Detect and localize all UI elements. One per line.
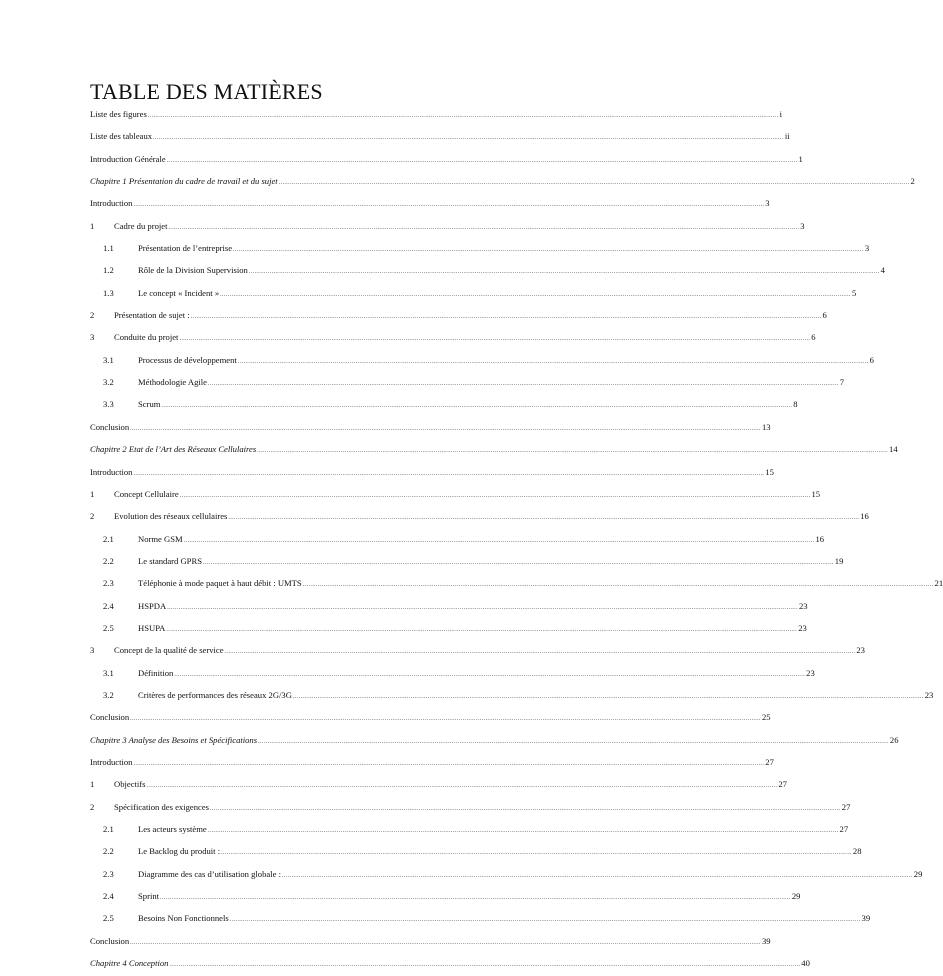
- toc-entry-number: 2: [90, 310, 95, 321]
- toc-entry-number: 1.3: [103, 287, 114, 298]
- toc-entry[interactable]: [90, 170, 915, 192]
- toc-entry-page: 3: [800, 220, 805, 231]
- toc-entry-label: Conclusion: [90, 421, 130, 432]
- dot-leader: [133, 194, 764, 216]
- toc-entry-number: 1.2: [103, 265, 114, 276]
- toc-entry[interactable]: [90, 751, 774, 773]
- toc-entry-number: 3: [90, 332, 95, 343]
- toc-entry-label: Besoins Non Fonctionnels: [138, 913, 229, 924]
- toc-entry-page: 16: [815, 533, 825, 544]
- toc-entry-label: Processus de développement: [138, 354, 237, 365]
- toc-entry-number: 2.3: [103, 868, 114, 879]
- toc-entry-label: Téléphonie à mode paquet à haut débit : UMTS: [138, 578, 302, 589]
- toc-entry-number: 2: [90, 511, 95, 522]
- toc-entry[interactable]: [90, 706, 771, 728]
- toc-entry-page: 23: [806, 667, 815, 678]
- dot-leader: [282, 865, 913, 887]
- toc-entry-number: 3.1: [103, 667, 114, 678]
- toc-entry-label: Concept de la qualité de service: [114, 645, 224, 656]
- toc-entry[interactable]: [90, 863, 923, 885]
- toc-entry-label: Sprint: [138, 891, 160, 902]
- toc-entry[interactable]: [90, 840, 862, 862]
- toc-entry[interactable]: [90, 192, 770, 214]
- toc-entry-page: 28: [852, 846, 862, 857]
- toc-entry-number: 1: [90, 779, 95, 790]
- toc-entry[interactable]: [90, 550, 844, 572]
- dot-leader: [148, 105, 779, 127]
- toc-entry-label: Présentation de sujet :: [114, 310, 190, 321]
- dot-leader: [167, 597, 798, 619]
- toc-entry-number: 2: [90, 801, 95, 812]
- dot-leader: [133, 753, 764, 775]
- page-title: TABLE DES MATIÈRES: [90, 79, 323, 104]
- toc-entry-page: 15: [811, 488, 821, 499]
- toc-entry-label: Le concept « Incident »: [138, 287, 220, 298]
- toc-entry-label: Le Backlog du produit :: [138, 846, 221, 857]
- toc-entry-label: Liste des figures: [90, 109, 147, 119]
- toc-entry-page: 5: [851, 287, 857, 298]
- dot-leader: [203, 552, 834, 574]
- toc-entry-page: 25: [761, 712, 771, 723]
- toc-entry-label: Diagramme des cas d’utilisation globale :: [138, 868, 281, 879]
- toc-entry-label: Définition: [138, 667, 174, 678]
- toc-entry-number: 2.4: [103, 600, 114, 611]
- dot-leader: [303, 574, 934, 596]
- toc-entry-page: ii: [784, 131, 790, 142]
- toc-entry-page: 23: [924, 689, 934, 700]
- toc-entry-label: Le standard GPRS: [138, 555, 202, 566]
- toc-entry-page: 27: [841, 801, 851, 812]
- toc-entry-page: 27: [765, 756, 774, 767]
- toc-entry-page: 6: [822, 310, 827, 321]
- toc-entry-number: 3.1: [103, 354, 114, 365]
- dot-leader: [174, 664, 805, 686]
- dot-leader: [225, 641, 856, 663]
- toc-entry[interactable]: [90, 662, 815, 684]
- toc-entry-number: 2.5: [103, 622, 114, 633]
- toc-entry-page: 40: [801, 958, 810, 969]
- dot-leader: [130, 932, 761, 954]
- toc-entry[interactable]: [90, 148, 803, 170]
- toc-entry-page: 29: [791, 891, 801, 902]
- toc-entry-number: 1: [90, 488, 95, 499]
- toc-entry[interactable]: [90, 393, 798, 415]
- toc-entry-page: 6: [869, 354, 874, 365]
- toc-entry-page: 29: [913, 868, 923, 879]
- dot-leader: [220, 284, 851, 306]
- toc-entry-number: 2.2: [103, 555, 114, 566]
- toc-entry-label: Chapitre 4 Conception: [90, 958, 169, 969]
- toc-entry-page: 4: [880, 265, 885, 276]
- toc-entry-number: 2.1: [103, 533, 114, 544]
- dot-leader: [293, 686, 924, 708]
- toc-entry-number: 3.2: [103, 377, 114, 388]
- toc-entry-page: 16: [860, 511, 869, 522]
- toc-entry-page: 23: [799, 600, 808, 611]
- dot-leader: [279, 172, 910, 194]
- toc-entry-label: Liste des tableaux: [90, 131, 153, 142]
- dot-leader: [130, 708, 761, 730]
- dot-leader: [208, 373, 839, 395]
- toc-entry[interactable]: [90, 125, 790, 147]
- toc-entry-label: Scrum: [138, 399, 161, 410]
- toc-entry-page: 6: [811, 332, 816, 343]
- toc-entry-label: Critères de performances des réseaux 2G/3G: [138, 689, 292, 700]
- toc-entry-label: HSPDA: [138, 600, 167, 611]
- toc-entry-label: Conduite du projet: [114, 332, 179, 343]
- toc-entry[interactable]: [90, 885, 801, 907]
- toc-entry-page: 27: [839, 824, 849, 834]
- toc-entry[interactable]: [90, 952, 810, 974]
- toc-entry-page: i: [779, 109, 783, 119]
- toc-entry-number: 3.3: [103, 399, 114, 410]
- toc-entry-label: Rôle de la Division Supervision: [138, 265, 248, 276]
- toc-entry-page: 23: [856, 645, 865, 656]
- toc-entry-label: Introduction: [90, 198, 133, 209]
- toc-entry-label: Les acteurs système: [138, 824, 207, 834]
- dot-leader: [233, 239, 864, 261]
- dot-leader: [168, 217, 799, 239]
- toc-entry-label: Méthodologie Agile: [138, 377, 207, 388]
- toc-entry-label: Spécification des exigences: [114, 801, 209, 812]
- toc-entry-page: 14: [889, 444, 898, 455]
- table-of-contents: [90, 103, 943, 974]
- toc-entry[interactable]: [90, 282, 857, 304]
- toc-entry-page: 39: [761, 935, 771, 946]
- toc-entry-page: 21: [934, 578, 943, 589]
- toc-entry-label: Introduction: [90, 466, 133, 477]
- toc-entry-label: Norme GSM: [138, 533, 183, 544]
- dot-leader: [133, 463, 764, 485]
- toc-entry[interactable]: [90, 639, 865, 661]
- toc-entry-page: 13: [761, 421, 771, 432]
- toc-entry[interactable]: [90, 461, 774, 483]
- toc-entry[interactable]: [90, 215, 805, 237]
- dot-leader: [210, 798, 841, 820]
- toc-entry-page: 23: [798, 622, 807, 633]
- toc-entry[interactable]: [90, 259, 885, 281]
- toc-entry-label: Objectifs: [114, 779, 146, 790]
- toc-entry[interactable]: [90, 684, 934, 706]
- toc-entry-label: Chapitre 2 Etat de l’Art des Réseaux Cellulaires: [90, 444, 257, 455]
- toc-entry[interactable]: [90, 326, 816, 348]
- toc-entry-page: 7: [839, 377, 845, 388]
- toc-entry[interactable]: [90, 617, 807, 639]
- toc-entry[interactable]: [90, 818, 849, 840]
- toc-entry[interactable]: [90, 528, 825, 550]
- dot-leader: [167, 150, 798, 172]
- dot-leader: [169, 954, 800, 976]
- toc-entry-page: 27: [778, 779, 787, 790]
- toc-entry-label: Concept Cellulaire: [114, 488, 179, 499]
- toc-entry-page: 26: [889, 734, 899, 745]
- dot-leader: [179, 328, 810, 350]
- dot-leader: [249, 261, 880, 283]
- dot-leader: [257, 440, 888, 462]
- toc-entry-label: Conclusion: [90, 935, 130, 946]
- toc-entry-page: 15: [765, 466, 774, 477]
- toc-entry-label: Evolution des réseaux cellulaires: [114, 511, 228, 522]
- toc-entry-label: HSUPA: [138, 622, 166, 633]
- toc-entry-label: Chapitre 3 Analyse des Besoins et Spécifications: [90, 734, 258, 745]
- dot-leader: [228, 507, 859, 529]
- toc-entry[interactable]: [90, 438, 898, 460]
- toc-entry[interactable]: [90, 349, 874, 371]
- toc-entry-label: Conclusion: [90, 712, 130, 723]
- toc-entry-number: 2.4: [103, 891, 114, 902]
- toc-entry[interactable]: [90, 103, 783, 125]
- toc-entry-page: 39: [861, 913, 871, 924]
- dot-leader: [258, 731, 889, 753]
- toc-entry[interactable]: [90, 572, 943, 594]
- toc-entry[interactable]: [90, 371, 845, 393]
- toc-entry-number: 1: [90, 220, 95, 231]
- dot-leader: [180, 485, 811, 507]
- dot-leader: [191, 306, 822, 328]
- dot-leader: [153, 127, 784, 149]
- toc-entry-number: 2.2: [103, 846, 114, 857]
- toc-entry[interactable]: [90, 796, 851, 818]
- toc-entry-page: 3: [864, 243, 870, 254]
- toc-entry-label: Chapitre 1 Présentation du cadre de travail et du sujet: [90, 176, 278, 187]
- toc-entry[interactable]: [90, 416, 771, 438]
- dot-leader: [238, 351, 869, 373]
- dot-leader: [221, 842, 852, 864]
- toc-entry[interactable]: [90, 773, 787, 795]
- dot-leader: [166, 619, 797, 641]
- toc-entry-number: 1.1: [103, 243, 114, 254]
- toc-entry[interactable]: [90, 930, 771, 952]
- toc-entry-label: Cadre du projet: [114, 220, 168, 231]
- toc-entry[interactable]: [90, 483, 821, 505]
- toc-entry-number: 2.1: [103, 824, 114, 834]
- toc-entry-number: 2.5: [103, 913, 114, 924]
- dot-leader: [160, 887, 791, 909]
- toc-entry-page: 3: [765, 198, 770, 209]
- toc-entry-page: 2: [910, 176, 915, 187]
- toc-entry[interactable]: [90, 595, 808, 617]
- toc-entry[interactable]: [90, 505, 869, 527]
- toc-entry[interactable]: [90, 237, 870, 259]
- toc-entry-page: 8: [793, 399, 798, 410]
- toc-entry[interactable]: [90, 304, 827, 326]
- dot-leader: [184, 530, 815, 552]
- toc-entry-label: Introduction Générale: [90, 153, 166, 164]
- toc-entry-number: 3.2: [103, 689, 114, 700]
- toc-entry-label: Introduction: [90, 756, 133, 767]
- toc-entry-label: Présentation de l’entreprise: [138, 243, 233, 254]
- dot-leader: [161, 395, 792, 417]
- toc-entry[interactable]: [90, 729, 899, 751]
- toc-entry[interactable]: [90, 907, 871, 929]
- toc-entry-page: 1: [798, 153, 803, 164]
- dot-leader: [230, 909, 861, 931]
- toc-entry-number: 2.3: [103, 578, 114, 589]
- dot-leader: [130, 418, 761, 440]
- dot-leader: [147, 775, 778, 797]
- dot-leader: [208, 820, 839, 842]
- toc-entry-number: 3: [90, 645, 95, 656]
- toc-entry-page: 19: [834, 555, 844, 566]
